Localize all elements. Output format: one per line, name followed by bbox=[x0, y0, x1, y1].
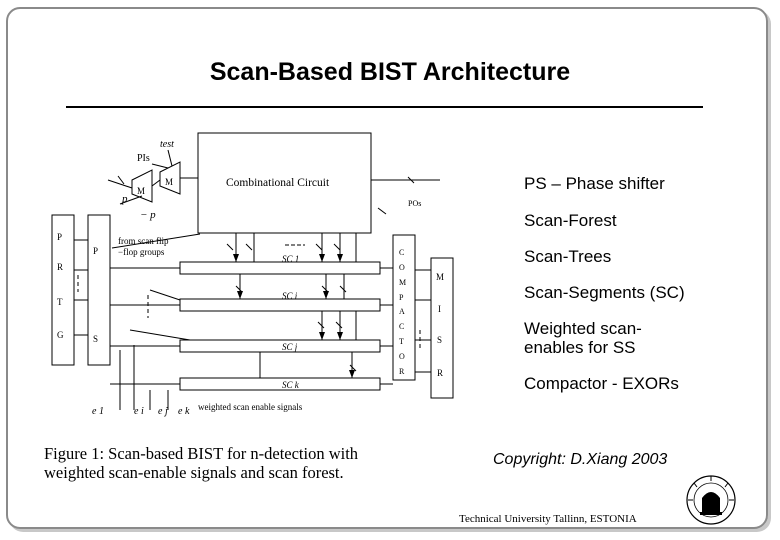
bullet-list bbox=[524, 174, 769, 393]
sc-label: SC 1 bbox=[282, 254, 300, 264]
tpg-letter: G bbox=[57, 330, 64, 340]
scan-segment-i bbox=[180, 299, 380, 311]
e-label: e j bbox=[158, 406, 168, 417]
test-label: test bbox=[160, 139, 174, 150]
e-label: e k bbox=[178, 406, 190, 417]
sc-label: SC j bbox=[282, 342, 298, 352]
bullet-item: Scan-Segments (SC) bbox=[524, 283, 685, 302]
bullet-item: PS – Phase shifter bbox=[524, 174, 665, 193]
misr-letter: M bbox=[436, 272, 445, 282]
weighted-signals-label: weighted scan enable signals bbox=[198, 402, 303, 412]
compactor-letter: M bbox=[399, 278, 407, 287]
compactor-letter: O bbox=[399, 352, 405, 361]
flop-groups-label: −flop groups bbox=[118, 247, 165, 257]
scan-segment-k bbox=[180, 378, 380, 390]
sc-label: SC i bbox=[282, 291, 298, 301]
compactor-letter: C bbox=[399, 322, 405, 331]
tpg-letter: R bbox=[57, 262, 64, 272]
compactor-letter: C bbox=[399, 248, 405, 257]
bullet-item: Weighted scan-enables for SS bbox=[524, 319, 642, 357]
p-label: p bbox=[122, 193, 128, 205]
tpg-box bbox=[52, 215, 74, 365]
bullet-item: Scan-Forest bbox=[524, 211, 617, 230]
combinational-circuit-label: Combinational Circuit bbox=[226, 177, 330, 189]
ps-letter: S bbox=[93, 334, 99, 344]
e-label: e i bbox=[134, 406, 144, 417]
bullet-item: Scan-Trees bbox=[524, 247, 612, 266]
caption-line: weighted scan-enable signals and scan forest. bbox=[44, 463, 344, 482]
tpg-letter: P bbox=[57, 232, 63, 242]
university-logo-icon bbox=[680, 472, 742, 528]
mux-lower-label: M bbox=[137, 186, 146, 196]
sc-label: SC k bbox=[282, 380, 299, 390]
from-scan-label: from scan flip bbox=[118, 236, 169, 246]
mux-upper-label: M bbox=[165, 177, 174, 187]
figure-caption bbox=[44, 444, 464, 482]
compactor-letter: A bbox=[399, 307, 405, 316]
phase-shifter-box bbox=[88, 215, 110, 365]
footer-text: Technical University Tallinn, ESTONIA bbox=[459, 513, 637, 525]
caption-line: Figure 1: Scan-based BIST for n-detection with bbox=[44, 444, 359, 463]
slide-title: Scan-Based BIST Architecture bbox=[209, 58, 571, 86]
pos-label: POs bbox=[408, 199, 422, 208]
e-label: e 1 bbox=[92, 406, 104, 417]
misr-letter: S bbox=[437, 335, 443, 345]
pis-label: PIs bbox=[137, 153, 150, 164]
misr-letter: R bbox=[437, 368, 444, 378]
tpg-letter: T bbox=[57, 297, 63, 307]
compactor-letter: T bbox=[399, 337, 404, 346]
copyright-text: Copyright: D.Xiang 2003 bbox=[493, 451, 668, 468]
ps-letter: P bbox=[93, 246, 99, 256]
scan-segment-1 bbox=[180, 262, 380, 274]
compactor-letter: P bbox=[399, 293, 404, 302]
bullet-item: Compactor - EXORs bbox=[524, 374, 679, 393]
compactor-letter: R bbox=[399, 367, 405, 376]
compactor-letter: O bbox=[399, 263, 405, 272]
not-p-label: − p bbox=[140, 209, 156, 221]
misr-letter: I bbox=[438, 304, 441, 314]
scan-segment-j bbox=[180, 340, 380, 352]
